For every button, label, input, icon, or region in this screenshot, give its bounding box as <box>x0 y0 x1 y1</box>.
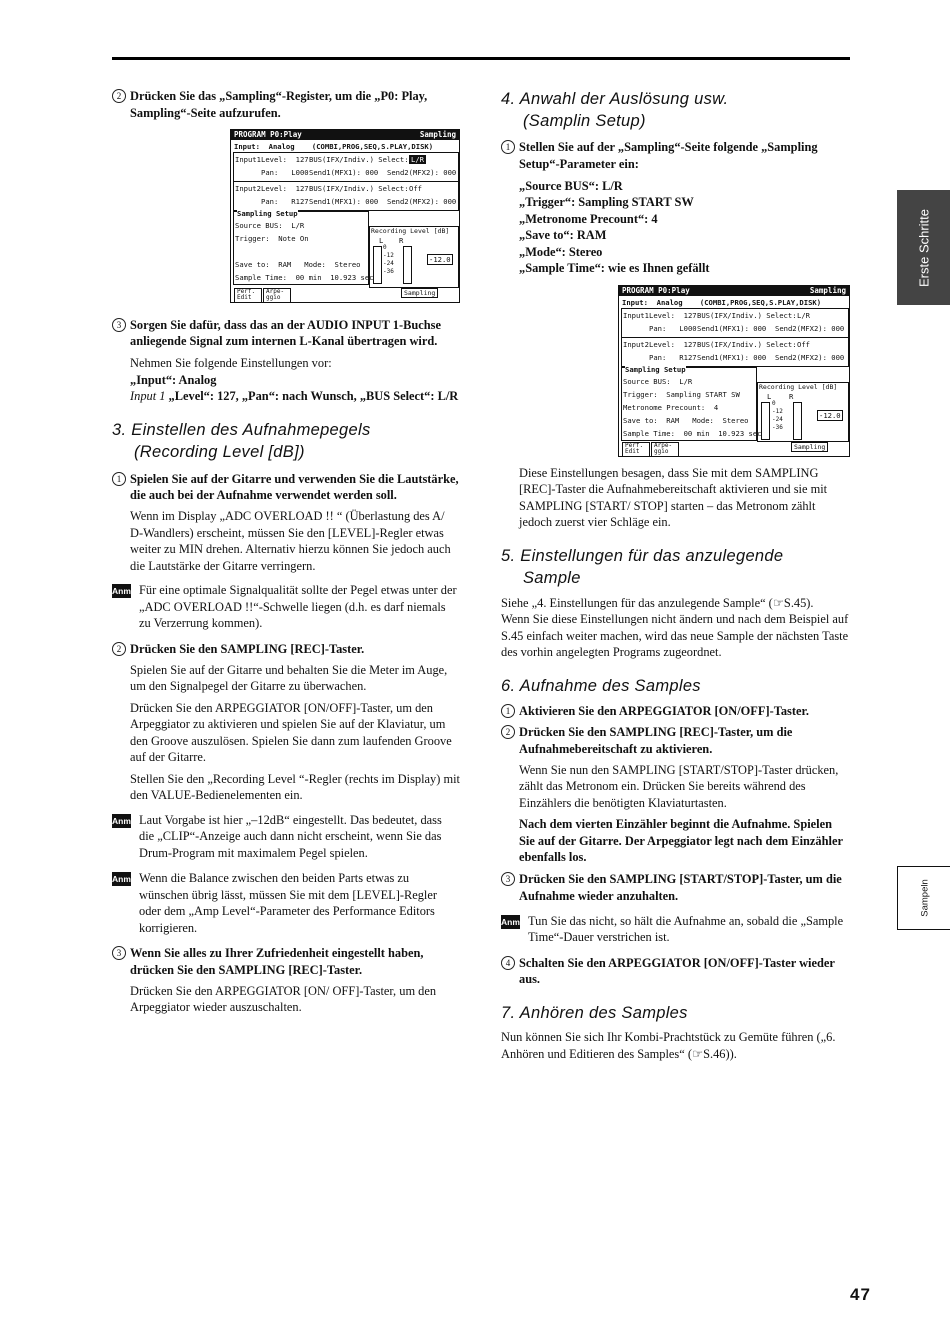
section-5-heading <box>501 545 850 589</box>
adc-overload-text: Wenn im Display „ADC OVERLOAD !! “ (Überlastung des A/ D-Wandlers) erscheint, müssen Sie den [LEVEL]-Regler etwas weiter zu MIN drehen. Alternativ hierzu können Sie jedoch auch die Lautstärke der Gitarre verringern. <box>130 509 451 573</box>
lcd-send2a: Send1(MFX1): 000 <box>309 196 379 206</box>
step-number: 1 <box>501 140 515 154</box>
lcd-rec-level-title: Recording Level [dB] <box>759 382 838 391</box>
lcd-send1a: Send1(MFX1): 000 <box>309 167 379 177</box>
lcd-meter-l: L <box>379 235 384 245</box>
step-text: Schalten Sie den ARPEGGIATOR [ON/OFF]-Taster wieder aus. <box>519 955 835 987</box>
lcd-screenshot-1 <box>230 129 460 303</box>
lcd-send1b: Send2(MFX2): 000 <box>387 167 457 177</box>
heading-line-2: (Recording Level [dB]) <box>134 442 305 461</box>
lcd-scale-36: -36 <box>383 267 394 275</box>
lcd-tab-sampling: Sampling <box>791 442 828 452</box>
note-signal-quality <box>112 582 460 632</box>
lcd-input1: Input1 <box>235 154 261 164</box>
lcd-tab-sampling: Sampling <box>401 288 438 298</box>
param-metronome: „Metronome Precount“: 4 <box>519 211 658 226</box>
step-number: 2 <box>112 89 126 103</box>
input1-params: „Level“: 127, „Pan“: nach Wunsch, „BUS Select“: L/R <box>165 389 459 404</box>
lcd-metronome: Metronome Precount: 4 <box>623 402 719 412</box>
param-source-bus: „Source BUS“: L/R <box>519 178 623 193</box>
section-3-heading <box>112 419 460 463</box>
step-text: Spielen Sie auf der Gitarre und verwenden Sie die Lautstärke, die auch bei der Aufnahme verwendet werden soll. <box>130 471 459 503</box>
lcd-rec-value: -12.0 <box>819 410 841 420</box>
right-column <box>501 88 850 1062</box>
lcd-scale-24: -24 <box>383 259 394 267</box>
see-reference-text: Siehe „4. Einstellungen für das anzulegende Sample“ (☞S.45). <box>501 595 814 610</box>
lcd-setup-title: Sampling Setup <box>625 364 686 374</box>
lcd-pan2: Pan: R127 <box>649 352 697 362</box>
step-number: 1 <box>112 472 126 486</box>
arpeggiator-off-text: Drücken Sie den ARPEGGIATOR [ON/ OFF]-Taster, um den Arpeggiator wieder auszuschalten. <box>130 983 437 1015</box>
step-number: 1 <box>501 704 515 718</box>
side-tab-label: Erste Schritte <box>916 208 931 287</box>
lcd-trigger: Trigger: Note On <box>235 233 309 243</box>
side-tab-sampeln <box>897 866 950 930</box>
step-text: Wenn Sie alles zu Ihrer Zufriedenheit eingestellt haben, drücken Sie den SAMPLING [REC]-Taster. <box>130 946 424 977</box>
lcd-send1a: Send1(MFX1): 000 <box>697 323 767 333</box>
lcd-tab-perf: Perf. Edit <box>622 442 650 457</box>
step-1-activate-arp <box>501 703 850 720</box>
step-text: Drücken Sie den SAMPLING [START/STOP]-Taster, um die Aufnahme wieder anzuhalten. <box>519 871 842 903</box>
step-text: Sorgen Sie dafür, dass das an der AUDIO INPUT 1-Buchse anliegende Signal zum internen L-Kanal übertragen wird. <box>130 317 441 349</box>
lcd-sample-time: Sample Time: 00 min 10.923 sec <box>623 428 762 438</box>
anm-badge: Anm. <box>112 874 134 885</box>
lcd-send1b: Send2(MFX2): 000 <box>775 323 845 333</box>
step-number: 4 <box>501 956 515 970</box>
side-tab-erste-schritte <box>897 190 950 305</box>
lcd-trigger: Trigger: Sampling START SW <box>623 389 740 399</box>
step-1-sampling-setup <box>501 139 850 173</box>
section-6-heading <box>501 675 850 697</box>
step-number: 3 <box>112 318 126 332</box>
lcd-bus1-value: L/R <box>797 310 810 320</box>
step-text: Drücken Sie den SAMPLING [REC]-Taster. <box>130 641 365 656</box>
meter-text: Spielen Sie auf der Gitarre und behalten Sie die Meter im Auge, um den Signalpegel der Gitarre zu überwachen. <box>130 662 448 694</box>
step-3-route-signal <box>112 317 460 351</box>
header-rule <box>112 57 850 60</box>
lcd-tab-arpe: Arpe- ggio <box>651 442 679 457</box>
lcd-scale-12: -12 <box>772 407 783 415</box>
lcd-pan1: Pan: L000 <box>261 167 309 177</box>
note-auto-stop <box>501 913 850 946</box>
lcd-level1: Level: 127 <box>261 154 309 164</box>
section-4-heading <box>501 88 850 132</box>
heading-line-1: Anwahl der Auslösung usw. <box>519 90 729 108</box>
lcd-meter-r: R <box>789 391 794 401</box>
lcd-tab-label: Sampling <box>419 129 456 139</box>
lcd-save-to: Save to: RAM Mode: Stereo <box>623 415 749 425</box>
step-3-stop-recording <box>501 871 850 905</box>
lcd-scale-24: -24 <box>772 415 783 423</box>
lcd-meter-r: R <box>399 235 404 245</box>
lcd-bus1: BUS(IFX/Indiv.) Select: <box>309 154 409 164</box>
lcd-sample-time: Sample Time: 00 min 10.923 sec <box>235 272 374 282</box>
lcd-tab-label: Sampling <box>809 285 846 295</box>
param-sample-time: „Sample Time“: wie es Ihnen gefällt <box>519 261 710 276</box>
anm-badge: Anm. <box>112 586 134 597</box>
arpeggiator-text: Drücken Sie den ARPEGGIATOR [ON/OFF]-Taster, um den Arpeggiator zu aktivieren und spielen Sie auf der Klaviatur, um den Groove auszulösen. Spielen Sie dann zum laufenden Groove auf der Gitarre. <box>130 700 452 765</box>
lcd-title: PROGRAM P0:Play <box>234 129 302 139</box>
section-7-heading <box>501 1002 850 1024</box>
lcd-tab-arpe: Arpe- ggio <box>263 288 291 303</box>
recording-level-text: Stellen Sie den „Recording Level “-Regler (rechts im Display) mit den VALUE-Bedienelementen ein. <box>130 771 460 803</box>
param-save-to: „Save to“: RAM <box>519 228 607 243</box>
step-3-confirm-rec <box>112 945 460 979</box>
note-text: Wenn die Balance zwischen den beiden Parts etwas zu wünschen übrig lässt, müssen Sie mit dem [LEVEL]-Regler oder dem „Amp Level“-Parameter des Performance Editors korrigieren. <box>139 871 438 935</box>
lcd-bus2: BUS(IFX/Indiv.) Select: <box>697 339 797 349</box>
note-text: Laut Vorgabe ist hier „–12dB“ eingestellt. Das bedeutet, dass die „CLIP“-Anzeige auch dann nicht erscheint, wenn Sie das Drum-Program mit maximalem Pegel spielen. <box>139 812 442 860</box>
heading-number: 7. <box>501 1004 516 1023</box>
step-2-arm-recording <box>501 724 850 758</box>
lcd-rec-value: -12.0 <box>429 254 451 264</box>
lcd-send2b: Send2(MFX2): 000 <box>387 196 457 206</box>
step-text: Drücken Sie den SAMPLING [REC]-Taster, um die Aufnahmebereitschaft zu aktivieren. <box>519 725 793 757</box>
lcd-bus1: BUS(IFX/Indiv.) Select: <box>697 310 797 320</box>
step-2-open-sampling <box>112 88 460 122</box>
lcd-setup-title: Sampling Setup <box>237 208 298 218</box>
lcd-rec-level-title: Recording Level [dB] <box>371 226 450 235</box>
step-1-play-guitar <box>112 471 460 505</box>
step-number: 3 <box>112 946 126 960</box>
lcd-send2b: Send2(MFX2): 000 <box>775 352 845 362</box>
step-4-arp-off <box>501 955 850 989</box>
step-text: Drücken Sie das „Sampling“-Register, um die „P0: Play, Sampling“-Seite aufzurufen. <box>130 89 428 120</box>
lcd-bus2: BUS(IFX/Indiv.) Select: <box>309 183 409 193</box>
lcd-bus2-value: Off <box>797 339 810 349</box>
step-number: 2 <box>112 642 126 656</box>
param-mode: „Mode“: Stereo <box>519 244 603 259</box>
lcd-input2: Input2 <box>235 183 261 193</box>
lcd-screenshot-2 <box>618 285 850 457</box>
heading-number: 3. <box>112 420 127 439</box>
heading-line-1: Aufnahme des Samples <box>519 676 701 695</box>
lcd-scale-0: 0 <box>383 243 387 251</box>
anm-badge: Anm. <box>112 815 134 826</box>
start-stop-text: Wenn Sie nun den SAMPLING [START/STOP]-Taster drücken, zählt das Metronom ein. Drücken Sie bereits während des Einzählers die benötigten Klaviaturtasten. <box>519 762 839 810</box>
lcd-meter-l: L <box>767 391 772 401</box>
lcd-bus1-value: L/R <box>411 154 424 164</box>
heading-line-2: (Samplin Setup) <box>523 112 646 130</box>
lcd-level2: Level: 127 <box>649 339 697 349</box>
heading-number: 6. <box>501 676 516 695</box>
heading-line-1: Einstellen des Aufnahmepegels <box>131 420 371 439</box>
lcd-level2: Level: 127 <box>261 183 309 193</box>
param-trigger: „Trigger“: Sampling START SW <box>519 195 694 210</box>
heading-line-1: Einstellungen für das anzulegende <box>520 546 784 565</box>
keep-settings-text: Wenn Sie diese Einstellungen nicht ändern und nach dem Beispiel auf S.45 einfach weiter machen, wird das neue Sample der nächsten Taste des vorhin angelegten Programs zugeordnet. <box>501 612 849 660</box>
param-input: „Input“: Analog <box>130 372 217 387</box>
note-balance <box>112 870 460 936</box>
lcd-scale-0: 0 <box>772 399 776 407</box>
note-default-level <box>112 812 460 862</box>
lcd-source-bus: Source BUS: L/R <box>623 376 693 386</box>
lcd-pan1: Pan: L000 <box>649 323 697 333</box>
lcd-input-line: Input: Analog (COMBI,PROG,SEQ,S.PLAY,DISK) <box>622 297 822 307</box>
step-2-press-rec <box>112 641 460 658</box>
lcd-scale-36: -36 <box>772 423 783 431</box>
heading-number: 4. <box>501 90 516 108</box>
settings-meaning-text: Diese Einstellungen besagen, dass Sie mit dem SAMPLING [REC]-Taster die Aufnahmebereitschaft aktivieren und sie mit SAMPLING [START/ STOP] starten – das Metronom zählt jedoch zuerst vier Schläge ein. <box>519 465 828 530</box>
step-text: Stellen Sie auf der „Sampling“-Seite folgende „Sampling Setup“-Parameter ein: <box>519 140 818 171</box>
anm-badge: Anm. <box>501 916 523 927</box>
lcd-title: PROGRAM P0:Play <box>622 285 690 295</box>
lcd-tab-perf: Perf. Edit <box>234 288 262 303</box>
lcd-input-line: Input: Analog (COMBI,PROG,SEQ,S.PLAY,DISK) <box>234 141 434 151</box>
side-tab-label: Sampeln <box>919 879 930 917</box>
heading-line-1: Anhören des Samples <box>519 1004 688 1023</box>
lcd-scale-12: -12 <box>383 251 394 259</box>
listen-text: Nun können Sie sich Ihr Kombi-Prachtstück zu Gemüte führen („6. Anhören und Editieren des Samples“ (☞S.46)). <box>501 1030 836 1061</box>
step-text: Aktivieren Sie den ARPEGGIATOR [ON/OFF]-Taster. <box>519 703 809 718</box>
lcd-level1: Level: 127 <box>649 310 697 320</box>
page-number: 47 <box>850 1285 871 1304</box>
heading-line-2: Sample <box>523 568 581 587</box>
lcd-bus2-value: Off <box>409 183 422 193</box>
input1-label: Input 1 <box>130 389 166 404</box>
fourth-count-text: Nach dem vierten Einzähler beginnt die Aufnahme. Spielen Sie auf der Gitarre. Der Arpeggiator legt nach dem Einzähler ebenfalls los. <box>519 817 843 865</box>
lcd-send2a: Send1(MFX1): 000 <box>697 352 767 362</box>
note-text: Für eine optimale Signalqualität sollte der Pegel etwas unter der „ADC OVERLOAD !!“-Schwelle liegen (d.h. es darf niemals zu Verzerrung kommen). <box>139 583 457 631</box>
step-number: 2 <box>501 725 515 739</box>
note-text: Tun Sie das nicht, so hält die Aufnahme an, sobald die „Sample Time“-Dauer verstrichen ist. <box>528 913 844 945</box>
left-column <box>112 88 460 1016</box>
instruction-text: Nehmen Sie folgende Einstellungen vor: <box>130 356 332 371</box>
lcd-source-bus: Source BUS: L/R <box>235 220 305 230</box>
heading-number: 5. <box>501 546 516 565</box>
step-number: 3 <box>501 872 515 886</box>
lcd-input1: Input1 <box>623 310 649 320</box>
lcd-pan2: Pan: R127 <box>261 196 309 206</box>
lcd-save-to: Save to: RAM Mode: Stereo <box>235 259 361 269</box>
lcd-input2: Input2 <box>623 339 649 349</box>
